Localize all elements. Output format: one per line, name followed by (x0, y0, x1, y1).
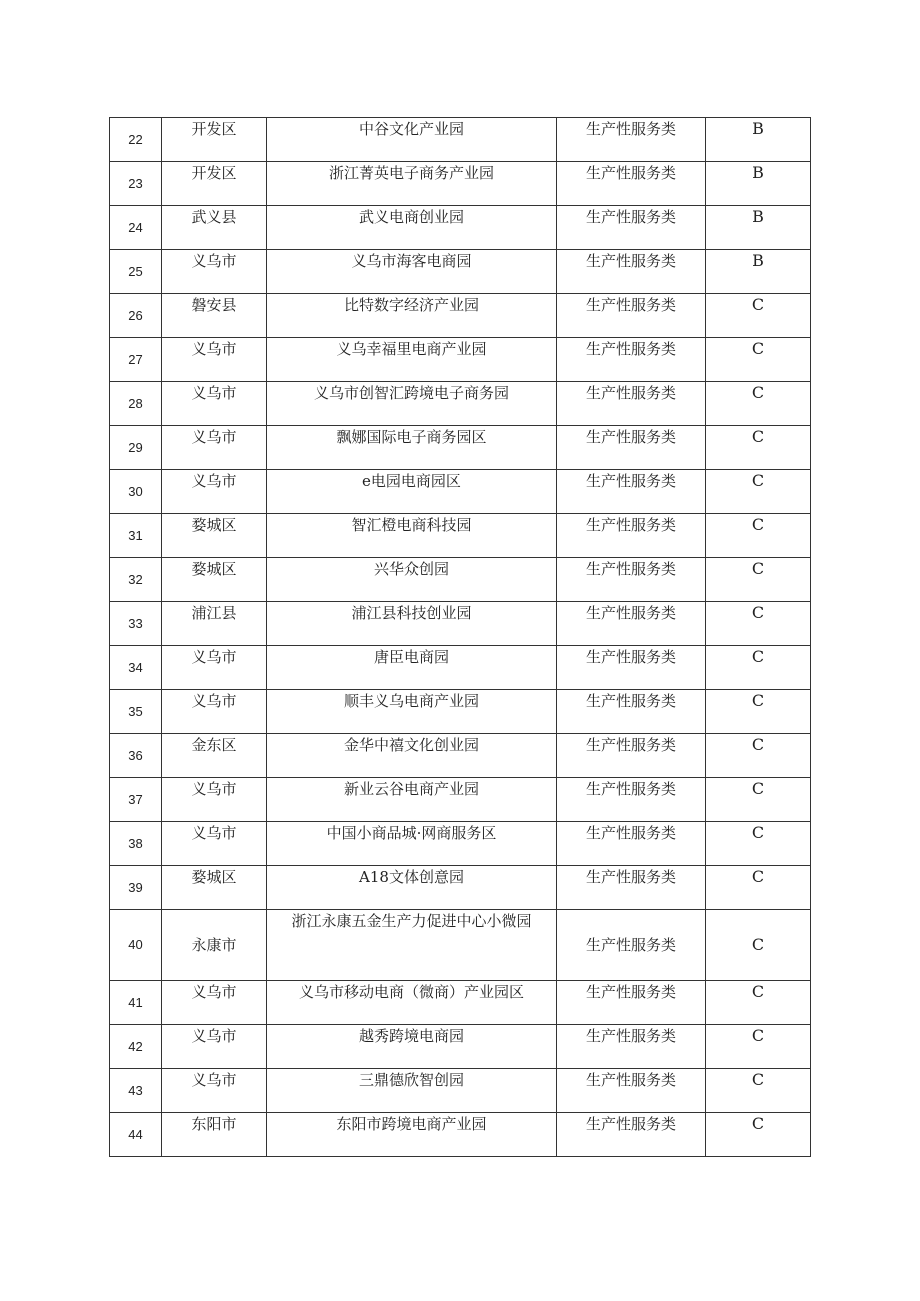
table-row (110, 470, 811, 514)
region-cell-text: 义乌市 (191, 1027, 237, 1045)
category-cell (557, 981, 706, 1025)
grade-cell (706, 250, 811, 294)
category-cell (557, 1069, 706, 1113)
region-cell (162, 690, 267, 734)
row-number-cell-text: 42 (128, 1038, 143, 1054)
grade-cell (706, 338, 811, 382)
table-row (110, 778, 811, 822)
grade-cell (706, 822, 811, 866)
park-name-cell-text: 三鼎德欣智创园 (358, 1071, 464, 1089)
region-cell (162, 162, 267, 206)
region-cell (162, 514, 267, 558)
grade-cell-text: C (751, 383, 765, 402)
category-cell (557, 162, 706, 206)
park-name-cell-text: 义乌市移动电商（微商）产业园区 (298, 983, 524, 1001)
region-cell (162, 206, 267, 250)
grade-cell-text: C (751, 471, 765, 490)
grade-cell-text: C (751, 823, 765, 842)
region-cell (162, 822, 267, 866)
table-row (110, 602, 811, 646)
row-number-cell (110, 822, 162, 866)
region-cell-text: 义乌市 (191, 384, 237, 402)
park-name-cell-text: 义乌市创智汇跨境电子商务园 (313, 384, 509, 402)
category-cell-text: 生产性服务类 (585, 252, 676, 270)
region-cell (162, 734, 267, 778)
grade-cell (706, 734, 811, 778)
region-cell (162, 602, 267, 646)
park-name-cell (267, 910, 557, 981)
grade-cell (706, 646, 811, 690)
region-cell (162, 778, 267, 822)
region-cell-text: 武义县 (191, 208, 237, 226)
park-name-cell (267, 558, 557, 602)
table-row (110, 981, 811, 1025)
category-cell (557, 294, 706, 338)
grade-cell (706, 1025, 811, 1069)
category-cell-text: 生产性服务类 (585, 868, 676, 886)
grade-cell (706, 118, 811, 162)
park-name-cell-text: 新业云谷电商产业园 (343, 780, 479, 798)
grade-cell-text: C (751, 603, 765, 622)
grade-cell (706, 162, 811, 206)
row-number-cell (110, 514, 162, 558)
region-cell-text: 义乌市 (191, 1071, 237, 1089)
row-number-cell (110, 250, 162, 294)
park-name-cell-text: 唐臣电商园 (373, 648, 449, 666)
park-name-cell (267, 1025, 557, 1069)
region-cell-text: 义乌市 (191, 340, 237, 358)
region-cell (162, 866, 267, 910)
row-number-cell (110, 206, 162, 250)
region-cell (162, 250, 267, 294)
region-cell (162, 558, 267, 602)
grade-cell-text: B (752, 251, 764, 270)
region-cell-text: 东阳市 (191, 1115, 237, 1133)
row-number-cell-text: 43 (128, 1082, 143, 1098)
region-cell-text: 婺城区 (191, 560, 237, 578)
park-name-cell-text: 浦江县科技创业园 (351, 604, 472, 622)
category-cell (557, 426, 706, 470)
grade-cell (706, 470, 811, 514)
grade-cell (706, 514, 811, 558)
row-number-cell-text: 37 (128, 791, 143, 807)
row-number-cell-text: 23 (128, 175, 143, 191)
row-number-cell-text: 25 (128, 263, 143, 279)
category-cell (557, 1113, 706, 1157)
park-name-cell-text: 中谷文化产业园 (358, 120, 464, 138)
table-row (110, 206, 811, 250)
grade-cell (706, 1113, 811, 1157)
category-cell-text: 生产性服务类 (585, 983, 676, 1001)
region-cell-text: 义乌市 (191, 428, 237, 446)
park-name-cell (267, 206, 557, 250)
row-number-cell (110, 338, 162, 382)
region-cell (162, 1025, 267, 1069)
category-cell (557, 1025, 706, 1069)
category-cell-text: 生产性服务类 (585, 648, 676, 666)
category-cell-text: 生产性服务类 (585, 120, 676, 138)
region-cell-text: 金东区 (191, 736, 237, 754)
park-name-cell (267, 646, 557, 690)
park-name-cell (267, 470, 557, 514)
region-cell-text: 义乌市 (191, 824, 237, 842)
table-row (110, 162, 811, 206)
category-cell-text: 生产性服务类 (585, 1071, 676, 1089)
park-name-cell (267, 1113, 557, 1157)
category-cell (557, 250, 706, 294)
region-cell (162, 981, 267, 1025)
park-name-cell-text: 兴华众创园 (373, 560, 449, 578)
region-cell-text: 磐安县 (191, 296, 237, 314)
industrial-park-table (109, 117, 811, 1157)
category-cell-text: 生产性服务类 (585, 736, 676, 754)
grade-cell (706, 981, 811, 1025)
grade-cell-text: C (751, 427, 765, 446)
region-cell-text: 永康市 (191, 936, 237, 954)
park-name-cell-text: 越秀跨境电商园 (358, 1027, 464, 1045)
table-row (110, 1113, 811, 1157)
region-cell-text: 义乌市 (191, 648, 237, 666)
category-cell-text: 生产性服务类 (585, 1027, 676, 1045)
table-row (110, 646, 811, 690)
category-cell-text: 生产性服务类 (585, 780, 676, 798)
park-name-cell-text: 东阳市跨境电商产业园 (336, 1115, 487, 1133)
region-cell-text: 开发区 (191, 164, 237, 182)
category-cell (557, 646, 706, 690)
table-row (110, 734, 811, 778)
category-cell (557, 822, 706, 866)
category-cell (557, 382, 706, 426)
category-cell (557, 514, 706, 558)
grade-cell-text: B (752, 163, 764, 182)
park-name-cell (267, 734, 557, 778)
grade-cell (706, 426, 811, 470)
region-cell-text: 婺城区 (191, 868, 237, 886)
table-row (110, 1069, 811, 1113)
row-number-cell-text: 26 (128, 307, 143, 323)
category-cell-text: 生产性服务类 (585, 604, 676, 622)
region-cell-text: 义乌市 (191, 692, 237, 710)
region-cell (162, 382, 267, 426)
row-number-cell (110, 294, 162, 338)
row-number-cell (110, 426, 162, 470)
category-cell-text: 生产性服务类 (585, 428, 676, 446)
grade-cell-text: B (752, 207, 764, 226)
row-number-cell-text: 40 (128, 937, 143, 952)
grade-cell (706, 866, 811, 910)
region-cell (162, 1113, 267, 1157)
region-cell (162, 1069, 267, 1113)
grade-cell-text: C (751, 867, 765, 886)
park-name-cell-text: 义乌市海客电商园 (351, 252, 472, 270)
grade-cell-text: C (751, 515, 765, 534)
region-cell (162, 338, 267, 382)
grade-cell (706, 602, 811, 646)
region-cell-text: 义乌市 (191, 472, 237, 490)
park-name-cell (267, 981, 557, 1025)
category-cell (557, 778, 706, 822)
row-number-cell-text: 33 (128, 615, 143, 631)
table-row (110, 910, 811, 981)
row-number-cell-text: 35 (128, 703, 143, 719)
row-number-cell-text: 39 (128, 879, 143, 895)
table-row (110, 294, 811, 338)
table-body (110, 118, 811, 1157)
table-row (110, 558, 811, 602)
region-cell (162, 470, 267, 514)
park-name-cell-text: 中国小商品城·网商服务区 (326, 824, 497, 842)
park-name-cell (267, 382, 557, 426)
park-name-cell (267, 250, 557, 294)
row-number-cell (110, 162, 162, 206)
park-name-cell (267, 602, 557, 646)
category-cell (557, 470, 706, 514)
grade-cell-text: C (751, 647, 765, 666)
park-name-cell (267, 690, 557, 734)
grade-cell-text: C (751, 1070, 765, 1089)
row-number-cell-text: 30 (128, 483, 143, 499)
grade-cell-text: C (751, 1026, 765, 1045)
grade-cell-text: C (751, 735, 765, 754)
region-cell-text: 义乌市 (191, 252, 237, 270)
category-cell-text: 生产性服务类 (585, 516, 676, 534)
park-name-cell-text: 浙江菁英电子商务产业园 (328, 164, 494, 182)
park-name-cell-text: 顺丰义乌电商产业园 (343, 692, 479, 710)
grade-cell-text: C (751, 559, 765, 578)
row-number-cell (110, 558, 162, 602)
row-number-cell-text: 24 (128, 219, 143, 235)
category-cell (557, 118, 706, 162)
park-name-cell-text: 金华中禧文化创业园 (343, 736, 479, 754)
row-number-cell-text: 29 (128, 439, 143, 455)
row-number-cell-text: 28 (128, 395, 143, 411)
region-cell-text: 义乌市 (191, 983, 237, 1001)
table-row (110, 250, 811, 294)
park-name-cell (267, 778, 557, 822)
category-cell (557, 338, 706, 382)
row-number-cell (110, 1113, 162, 1157)
region-cell-text: 浦江县 (191, 604, 237, 622)
row-number-cell (110, 778, 162, 822)
park-name-cell-text: 智汇橙电商科技园 (351, 516, 472, 534)
park-name-cell-text: 武义电商创业园 (358, 208, 464, 226)
category-cell (557, 734, 706, 778)
region-cell-text: 婺城区 (191, 516, 237, 534)
park-name-cell (267, 514, 557, 558)
park-name-cell (267, 162, 557, 206)
grade-cell-text: B (752, 119, 764, 138)
grade-cell-text: C (751, 295, 765, 314)
park-name-cell-text: 义乌幸福里电商产业园 (336, 340, 487, 358)
table-row (110, 866, 811, 910)
table-row (110, 382, 811, 426)
table-row (110, 690, 811, 734)
table-row (110, 1025, 811, 1069)
grade-cell (706, 558, 811, 602)
row-number-cell-text: 36 (128, 747, 143, 763)
row-number-cell (110, 866, 162, 910)
category-cell-text: 生产性服务类 (585, 824, 676, 842)
region-cell (162, 294, 267, 338)
category-cell-text: 生产性服务类 (585, 208, 676, 226)
row-number-cell-text: 27 (128, 351, 143, 367)
row-number-cell (110, 602, 162, 646)
grade-cell (706, 206, 811, 250)
park-name-cell-text: 浙江永康五金生产力促进中心小微园 (291, 912, 532, 930)
grade-cell-text: C (751, 339, 765, 358)
row-number-cell (110, 646, 162, 690)
category-cell-text: 生产性服务类 (585, 560, 676, 578)
grade-cell (706, 690, 811, 734)
row-number-cell-text: 22 (128, 131, 143, 147)
table-row (110, 426, 811, 470)
row-number-cell (110, 690, 162, 734)
row-number-cell (110, 910, 162, 981)
park-name-cell (267, 426, 557, 470)
row-number-cell (110, 382, 162, 426)
grade-cell (706, 1069, 811, 1113)
region-cell (162, 646, 267, 690)
grade-cell-text: C (751, 1114, 765, 1133)
park-name-cell (267, 338, 557, 382)
category-cell-text: 生产性服务类 (585, 296, 676, 314)
category-cell-text: 生产性服务类 (585, 1115, 676, 1133)
park-name-cell-text: A18文体创意园 (359, 868, 464, 886)
region-cell-text: 开发区 (191, 120, 237, 138)
park-name-cell (267, 866, 557, 910)
row-number-cell (110, 470, 162, 514)
category-cell (557, 558, 706, 602)
park-name-cell-text: e电园电商园区 (362, 472, 461, 490)
category-cell-text: 生产性服务类 (585, 692, 676, 710)
grade-cell-text: C (751, 935, 765, 954)
park-name-cell (267, 822, 557, 866)
category-cell (557, 866, 706, 910)
row-number-cell-text: 31 (128, 527, 143, 543)
row-number-cell-text: 38 (128, 835, 143, 851)
category-cell-text: 生产性服务类 (585, 936, 676, 954)
grade-cell (706, 910, 811, 981)
table-row (110, 338, 811, 382)
grade-cell-text: C (751, 691, 765, 710)
category-cell (557, 690, 706, 734)
region-cell (162, 910, 267, 981)
grade-cell-text: C (751, 779, 765, 798)
region-cell-text: 义乌市 (191, 780, 237, 798)
row-number-cell-text: 32 (128, 571, 143, 587)
category-cell-text: 生产性服务类 (585, 472, 676, 490)
table-row (110, 118, 811, 162)
row-number-cell (110, 118, 162, 162)
category-cell-text: 生产性服务类 (585, 340, 676, 358)
grade-cell (706, 778, 811, 822)
region-cell (162, 426, 267, 470)
table-row (110, 514, 811, 558)
row-number-cell (110, 981, 162, 1025)
row-number-cell (110, 1025, 162, 1069)
park-name-cell-text: 比特数字经济产业园 (343, 296, 479, 314)
park-name-cell (267, 118, 557, 162)
park-name-cell (267, 294, 557, 338)
row-number-cell-text: 44 (128, 1126, 143, 1142)
category-cell-text: 生产性服务类 (585, 164, 676, 182)
region-cell (162, 118, 267, 162)
grade-cell (706, 294, 811, 338)
category-cell (557, 206, 706, 250)
category-cell (557, 910, 706, 981)
grade-cell (706, 382, 811, 426)
row-number-cell-text: 34 (128, 659, 143, 675)
table-row (110, 822, 811, 866)
park-name-cell-text: 飘娜国际电子商务园区 (336, 428, 487, 446)
category-cell-text: 生产性服务类 (585, 384, 676, 402)
row-number-cell-text: 41 (128, 994, 143, 1010)
park-name-cell (267, 1069, 557, 1113)
category-cell (557, 602, 706, 646)
grade-cell-text: C (751, 982, 765, 1001)
row-number-cell (110, 1069, 162, 1113)
row-number-cell (110, 734, 162, 778)
